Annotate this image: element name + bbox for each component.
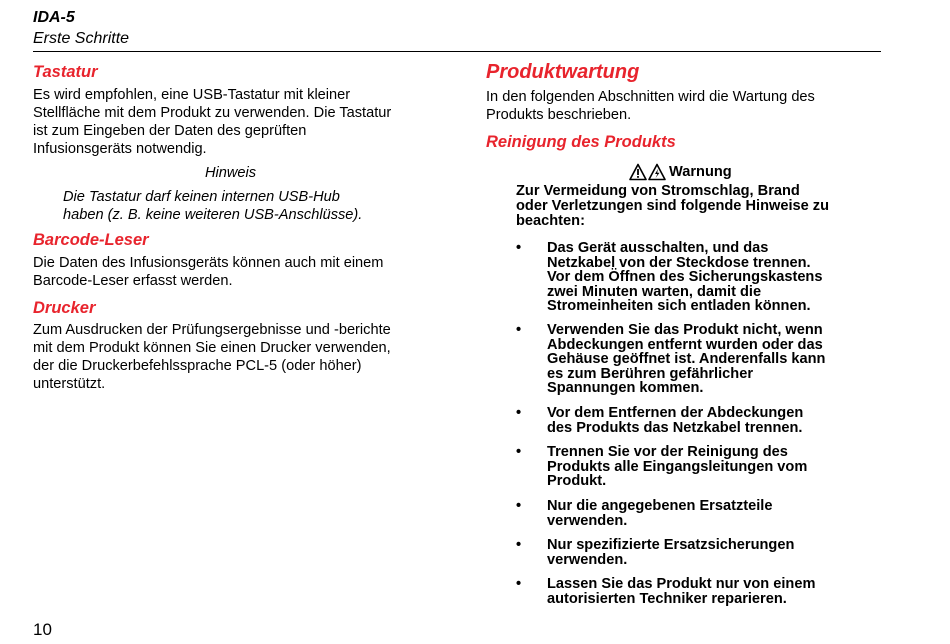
text-line: verwenden.: [547, 512, 628, 529]
text-line: Produkt.: [547, 473, 607, 490]
header-divider: [33, 51, 881, 52]
text-line: Nur die angegebenen Ersatzteile: [547, 498, 773, 514]
bullet-marker: •: [516, 537, 522, 553]
text-line: Produkts alle Eingangsleitungen vom: [547, 458, 808, 475]
warning-intro: [516, 184, 829, 229]
text-line: des Produkts das Netzkabel trennen.: [547, 419, 803, 436]
text-line: zwei Minuten warten, damit die: [547, 283, 762, 300]
bullet-marker: •: [516, 405, 522, 421]
bullet-marker: •: [516, 240, 522, 256]
text-line: Lassen Sie das Produkt nur von einem: [547, 576, 816, 592]
text-line: Stromeinheiten sich entladen können.: [547, 298, 811, 315]
text-line: Verwenden Sie das Produkt nicht, wenn: [547, 322, 823, 338]
text-line: Barcode-Leser erfasst werden.: [33, 273, 233, 289]
page-number: 10: [33, 620, 52, 639]
text-line: verwenden.: [547, 551, 628, 568]
text-line: der die Druckerbefehlssprache PCL-5 (oder höher): [33, 358, 362, 374]
text-line: oder Verletzungen sind folgende Hinweise zu: [516, 198, 830, 214]
text-line: Das Gerät ausschalten, und das: [547, 240, 769, 256]
paragraph-drucker: [33, 321, 391, 393]
text-line: ist zum Eingeben der Daten des geprüften: [33, 123, 307, 139]
heading-drucker: Drucker: [33, 299, 96, 317]
chapter-title: Erste Schritte: [33, 30, 130, 47]
heading-barcode-leser: Barcode-Leser: [33, 231, 149, 249]
note-title: Hinweis: [204, 165, 257, 181]
document-model: IDA-5: [33, 9, 75, 26]
paragraph-barcode-leser: [33, 254, 383, 290]
bullet-marker: •: [516, 444, 522, 460]
text-line: Infusionsgeräts notwendig.: [33, 141, 207, 157]
warning-label: Warnung: [669, 164, 732, 180]
warning-header: [629, 163, 732, 181]
heading-tastatur: Tastatur: [33, 63, 98, 81]
text-line: Trennen Sie vor der Reinigung des: [547, 444, 788, 460]
warning-icons: [629, 163, 667, 181]
heading-produktwartung: Produktwartung: [486, 61, 640, 83]
text-line: Es wird empfohlen, eine USB-Tastatur mit kleiner: [33, 87, 351, 103]
text-line: Vor dem Öffnen des Sicherungskastens: [547, 269, 823, 286]
paragraph-produktwartung: [486, 88, 815, 124]
text-line: Zum Ausdrucken der Prüfungsergebnisse und -berichte: [33, 322, 391, 338]
warning-triangle-icon: [630, 165, 646, 180]
text-line: Gehäuse geöffnet ist. Anderenfalls kann: [547, 351, 826, 368]
bullet-marker: •: [516, 322, 522, 338]
text-line: Netzkabel von der Steckdose trennen.: [547, 254, 811, 271]
text-line: Stellfläche mit dem Produkt zu verwenden. Die Tastatur: [33, 105, 392, 121]
text-line: Spannungen kommen.: [547, 380, 704, 397]
text-line: autorisierten Techniker reparieren.: [547, 590, 787, 607]
text-line: Nur spezifizierte Ersatzsicherungen: [547, 537, 795, 553]
text-line: Die Daten des Infusionsgeräts können auch mit einem: [33, 255, 384, 271]
bullet-marker: •: [516, 576, 522, 592]
note-line: Die Tastatur darf keinen internen USB-Hub: [63, 189, 340, 205]
paragraph-tastatur: [33, 86, 391, 158]
bullet-marker: •: [516, 498, 522, 514]
note-body: [63, 188, 362, 224]
note-line: haben (z. B. keine weiteren USB-Anschlüsse).: [63, 207, 363, 223]
text-line: Vor dem Entfernen der Abdeckungen: [547, 405, 804, 421]
text-line: Produkts beschrieben.: [486, 107, 632, 123]
heading-reinigung: Reinigung des Produkts: [486, 133, 676, 151]
text-line: beachten:: [516, 213, 585, 229]
text-line: mit dem Produkt können Sie einen Drucker verwenden,: [33, 340, 391, 356]
text-line: es zum Berühren gefährlicher: [547, 365, 753, 382]
text-line: unterstützt.: [33, 376, 106, 392]
text-line: Abdeckungen entfernt wurden oder das: [547, 336, 823, 353]
text-line: In den folgenden Abschnitten wird die Wartung des: [486, 89, 815, 105]
text-line: Zur Vermeidung von Stromschlag, Brand: [516, 183, 800, 199]
electrical-hazard-icon: [649, 165, 665, 180]
